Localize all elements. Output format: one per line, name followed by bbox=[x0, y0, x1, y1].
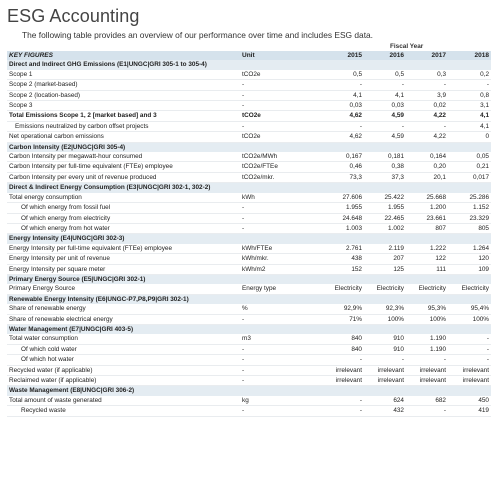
table-row bbox=[7, 365, 491, 375]
row-label: Total amount of waste generated bbox=[7, 396, 240, 406]
row-label: Share of renewable electrical energy bbox=[7, 314, 240, 324]
value-2015: irrelevant bbox=[322, 365, 364, 375]
value-2015: 92,9% bbox=[322, 304, 364, 314]
value-2016: 432 bbox=[364, 406, 406, 416]
value-2015: 4,62 bbox=[322, 111, 364, 121]
value-2018: 419 bbox=[448, 406, 491, 416]
section-header-row bbox=[7, 386, 491, 396]
value-2018: 0,05 bbox=[448, 152, 491, 162]
value-2015: 4,62 bbox=[322, 132, 364, 142]
value-2017: irrelevant bbox=[406, 376, 448, 386]
value-2018: 1.264 bbox=[448, 244, 491, 254]
value-2016: 25.422 bbox=[364, 193, 406, 203]
table-row bbox=[7, 101, 491, 111]
value-2018: 0,8 bbox=[448, 90, 491, 100]
header-year-2016: 2016 bbox=[364, 51, 406, 60]
value-2018: - bbox=[448, 334, 491, 344]
value-2016: 0,181 bbox=[364, 152, 406, 162]
value-2015: 27.606 bbox=[322, 193, 364, 203]
table-row bbox=[7, 284, 491, 294]
row-unit: - bbox=[240, 80, 322, 90]
table-row bbox=[7, 314, 491, 324]
value-2015: 71% bbox=[322, 314, 364, 324]
row-unit: tCO2e/mkr. bbox=[240, 172, 322, 182]
value-2015: 2.761 bbox=[322, 244, 364, 254]
section-title: Direct & Indirect Energy Consumption (E3|UNGC|GRI 302-1, 302-2) bbox=[7, 183, 491, 193]
value-2016: 92,3% bbox=[364, 304, 406, 314]
row-label: Scope 2 (market-based) bbox=[7, 80, 240, 90]
table-row bbox=[7, 70, 491, 80]
section-title: Primary Energy Source (E5|UNGC|GRI 302-1) bbox=[7, 274, 491, 284]
row-unit: tCO2e bbox=[240, 111, 322, 121]
value-2017: - bbox=[406, 355, 448, 365]
header-year-2018: 2018 bbox=[448, 51, 491, 60]
section-header-row bbox=[7, 60, 491, 69]
row-unit: - bbox=[240, 213, 322, 223]
value-2016: - bbox=[364, 355, 406, 365]
row-unit: - bbox=[240, 203, 322, 213]
value-2016: 0,38 bbox=[364, 162, 406, 172]
row-unit: tCO2e/FTEe bbox=[240, 162, 322, 172]
row-label: Primary Energy Source bbox=[7, 284, 240, 294]
value-2018: Electricity bbox=[448, 284, 491, 294]
value-2015: - bbox=[322, 80, 364, 90]
value-2017: 0,3 bbox=[406, 70, 448, 80]
table-body bbox=[7, 60, 491, 416]
value-2018: 109 bbox=[448, 264, 491, 274]
row-label: Energy Intensity per unit of revenue bbox=[7, 254, 240, 264]
value-2017: - bbox=[406, 121, 448, 131]
value-2018: 95,4% bbox=[448, 304, 491, 314]
value-2018: 805 bbox=[448, 223, 491, 233]
value-2016: - bbox=[364, 121, 406, 131]
value-2016: 910 bbox=[364, 344, 406, 354]
section-title: Energy Intensity (E4|UNGC|GRI 302-3) bbox=[7, 234, 491, 244]
row-label: Of which energy from hot water bbox=[7, 223, 240, 233]
value-2017: 122 bbox=[406, 254, 448, 264]
row-label: Scope 1 bbox=[7, 70, 240, 80]
intro-text: The following table provides an overview of our performance over time and includes ESG data. bbox=[22, 30, 374, 40]
table-row bbox=[7, 355, 491, 365]
value-2017: - bbox=[406, 80, 448, 90]
value-2016: 1.955 bbox=[364, 203, 406, 213]
header-unit: Unit bbox=[240, 51, 322, 60]
value-2015: 0,46 bbox=[322, 162, 364, 172]
row-label: Energy Intensity per full-time equivalent (FTEe) employee bbox=[7, 244, 240, 254]
value-2017: 20,1 bbox=[406, 172, 448, 182]
value-2015: - bbox=[322, 355, 364, 365]
value-2018: - bbox=[448, 344, 491, 354]
row-unit: - bbox=[240, 355, 322, 365]
table-row bbox=[7, 213, 491, 223]
value-2015: 840 bbox=[322, 344, 364, 354]
value-2017: 0,164 bbox=[406, 152, 448, 162]
row-unit: tCO2e bbox=[240, 70, 322, 80]
row-unit: Energy type bbox=[240, 284, 322, 294]
value-2015: 1.955 bbox=[322, 203, 364, 213]
value-2015: 24.648 bbox=[322, 213, 364, 223]
table-header-row bbox=[7, 51, 491, 60]
row-label: Total water consumption bbox=[7, 334, 240, 344]
section-header-row bbox=[7, 234, 491, 244]
row-unit: kWh/FTEe bbox=[240, 244, 322, 254]
value-2018: - bbox=[448, 80, 491, 90]
row-label: Of which energy from electricity bbox=[7, 213, 240, 223]
value-2017: 1.190 bbox=[406, 344, 448, 354]
row-unit: - bbox=[240, 121, 322, 131]
value-2018: irrelevant bbox=[448, 365, 491, 375]
table-row bbox=[7, 172, 491, 182]
value-2017: 4,22 bbox=[406, 111, 448, 121]
table-row bbox=[7, 304, 491, 314]
header-year-2015: 2015 bbox=[322, 51, 364, 60]
table-row bbox=[7, 344, 491, 354]
value-2015: 840 bbox=[322, 334, 364, 344]
value-2018: 4,1 bbox=[448, 121, 491, 131]
row-unit: kg bbox=[240, 396, 322, 406]
row-label: Reclaimed water (if applicable) bbox=[7, 376, 240, 386]
header-key-figures: KEY FIGURES bbox=[7, 51, 240, 60]
section-header-row bbox=[7, 274, 491, 284]
value-2016: 2.119 bbox=[364, 244, 406, 254]
value-2016: irrelevant bbox=[364, 376, 406, 386]
value-2017: 0,02 bbox=[406, 101, 448, 111]
table-row bbox=[7, 111, 491, 121]
value-2017: 1.190 bbox=[406, 334, 448, 344]
value-2017: Electricity bbox=[406, 284, 448, 294]
value-2018: irrelevant bbox=[448, 376, 491, 386]
row-unit: - bbox=[240, 101, 322, 111]
value-2017: 95,3% bbox=[406, 304, 448, 314]
row-label: Energy Intensity per square meter bbox=[7, 264, 240, 274]
row-label: Carbon Intensity per megawatt-hour consumed bbox=[7, 152, 240, 162]
row-label: Scope 3 bbox=[7, 101, 240, 111]
row-label: Of which hot water bbox=[7, 355, 240, 365]
section-title: Waste Management (E8|UNGC|GRI 306-2) bbox=[7, 386, 491, 396]
value-2018: 0,21 bbox=[448, 162, 491, 172]
value-2016: - bbox=[364, 80, 406, 90]
table-row bbox=[7, 132, 491, 142]
row-label: Carbon Intensity per full-time equivalent (FTEe) employee bbox=[7, 162, 240, 172]
value-2016: 0,5 bbox=[364, 70, 406, 80]
value-2015: 73,3 bbox=[322, 172, 364, 182]
value-2018: 1.152 bbox=[448, 203, 491, 213]
row-unit: kWh/mkr. bbox=[240, 254, 322, 264]
row-unit: - bbox=[240, 344, 322, 354]
row-unit: % bbox=[240, 304, 322, 314]
value-2015: - bbox=[322, 396, 364, 406]
value-2017: irrelevant bbox=[406, 365, 448, 375]
value-2016: 125 bbox=[364, 264, 406, 274]
row-label: Total energy consumption bbox=[7, 193, 240, 203]
table-row bbox=[7, 203, 491, 213]
row-unit: - bbox=[240, 90, 322, 100]
row-unit: - bbox=[240, 365, 322, 375]
value-2016: 100% bbox=[364, 314, 406, 324]
value-2017: 0,20 bbox=[406, 162, 448, 172]
value-2017: 4,22 bbox=[406, 132, 448, 142]
section-title: Carbon Intensity (E2|UNGC|GRI 305-4) bbox=[7, 142, 491, 152]
row-unit: m3 bbox=[240, 334, 322, 344]
value-2015: - bbox=[322, 406, 364, 416]
row-label: Of which cold water bbox=[7, 344, 240, 354]
table-row bbox=[7, 264, 491, 274]
fiscal-year-label: Fiscal Year bbox=[390, 43, 424, 50]
section-header-row bbox=[7, 142, 491, 152]
row-unit: - bbox=[240, 406, 322, 416]
value-2016: 4,59 bbox=[364, 111, 406, 121]
value-2016: 207 bbox=[364, 254, 406, 264]
value-2017: 23.661 bbox=[406, 213, 448, 223]
value-2016: 624 bbox=[364, 396, 406, 406]
value-2018: 4,1 bbox=[448, 111, 491, 121]
value-2015: irrelevant bbox=[322, 376, 364, 386]
value-2016: 910 bbox=[364, 334, 406, 344]
value-2016: 4,59 bbox=[364, 132, 406, 142]
table-row bbox=[7, 80, 491, 90]
table-row bbox=[7, 254, 491, 264]
value-2018: 0,017 bbox=[448, 172, 491, 182]
section-title: Direct and Indirect GHG Emissions (E1|UNGC|GRI 305-1 to 305-4) bbox=[7, 60, 491, 69]
value-2015: 438 bbox=[322, 254, 364, 264]
section-title: Water Management (E7|UNGC|GRI 403-5) bbox=[7, 324, 491, 334]
value-2018: 0 bbox=[448, 132, 491, 142]
value-2018: 3,1 bbox=[448, 101, 491, 111]
row-label: Emissions neutralized by carbon offset projects bbox=[7, 121, 240, 131]
value-2017: 1.200 bbox=[406, 203, 448, 213]
table-row bbox=[7, 121, 491, 131]
value-2015: 0,167 bbox=[322, 152, 364, 162]
page-title: ESG Accounting bbox=[7, 6, 140, 26]
value-2018: 100% bbox=[448, 314, 491, 324]
table-row bbox=[7, 152, 491, 162]
value-2017: 25.668 bbox=[406, 193, 448, 203]
value-2018: 25.286 bbox=[448, 193, 491, 203]
table-row bbox=[7, 376, 491, 386]
table-row bbox=[7, 406, 491, 416]
section-header-row bbox=[7, 294, 491, 304]
row-label: Scope 2 (location-based) bbox=[7, 90, 240, 100]
value-2015: 1.003 bbox=[322, 223, 364, 233]
row-unit: - bbox=[240, 376, 322, 386]
value-2018: 450 bbox=[448, 396, 491, 406]
row-label: Share of renewable energy bbox=[7, 304, 240, 314]
value-2018: 120 bbox=[448, 254, 491, 264]
value-2017: 807 bbox=[406, 223, 448, 233]
row-label: Recycled water (if applicable) bbox=[7, 365, 240, 375]
value-2015: Electricity bbox=[322, 284, 364, 294]
row-label: Total Emissions Scope 1, 2 [market based] and 3 bbox=[7, 111, 240, 121]
value-2016: 22.465 bbox=[364, 213, 406, 223]
header-year-2017: 2017 bbox=[406, 51, 448, 60]
row-label: Carbon Intensity per every unit of revenue produced bbox=[7, 172, 240, 182]
section-title: Renewable Energy Intensity (E6|UNGC-P7,P8,P9|GRI 302-1) bbox=[7, 294, 491, 304]
value-2015: - bbox=[322, 121, 364, 131]
table-row bbox=[7, 193, 491, 203]
value-2017: 1.222 bbox=[406, 244, 448, 254]
table-row bbox=[7, 244, 491, 254]
row-unit: - bbox=[240, 223, 322, 233]
table-row bbox=[7, 162, 491, 172]
value-2016: irrelevant bbox=[364, 365, 406, 375]
value-2017: 682 bbox=[406, 396, 448, 406]
value-2016: 1.002 bbox=[364, 223, 406, 233]
row-label: Net operational carbon emissions bbox=[7, 132, 240, 142]
row-unit: tCO2e/MWh bbox=[240, 152, 322, 162]
row-unit: kWh bbox=[240, 193, 322, 203]
value-2015: 0,03 bbox=[322, 101, 364, 111]
row-unit: kWh/m2 bbox=[240, 264, 322, 274]
value-2018: - bbox=[448, 355, 491, 365]
value-2017: 100% bbox=[406, 314, 448, 324]
value-2016: 4,1 bbox=[364, 90, 406, 100]
value-2017: - bbox=[406, 406, 448, 416]
value-2015: 152 bbox=[322, 264, 364, 274]
value-2018: 0,2 bbox=[448, 70, 491, 80]
value-2015: 0,5 bbox=[322, 70, 364, 80]
section-header-row bbox=[7, 324, 491, 334]
table-row bbox=[7, 90, 491, 100]
table-row bbox=[7, 334, 491, 344]
table-row bbox=[7, 396, 491, 406]
value-2016: 0,03 bbox=[364, 101, 406, 111]
value-2015: 4,1 bbox=[322, 90, 364, 100]
row-unit: - bbox=[240, 314, 322, 324]
value-2018: 23.329 bbox=[448, 213, 491, 223]
value-2017: 3,9 bbox=[406, 90, 448, 100]
value-2017: 111 bbox=[406, 264, 448, 274]
value-2016: 37,3 bbox=[364, 172, 406, 182]
value-2016: Electricity bbox=[364, 284, 406, 294]
esg-table bbox=[7, 51, 491, 417]
row-unit: tCO2e bbox=[240, 132, 322, 142]
row-label: Of which energy from fossil fuel bbox=[7, 203, 240, 213]
row-label: Recycled waste bbox=[7, 406, 240, 416]
section-header-row bbox=[7, 183, 491, 193]
table-row bbox=[7, 223, 491, 233]
